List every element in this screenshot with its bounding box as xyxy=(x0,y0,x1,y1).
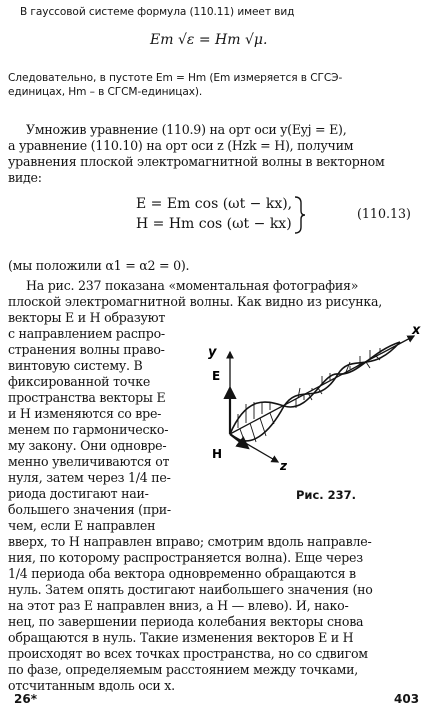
wrap-line: винтовую систему. В xyxy=(8,358,143,373)
para-line: по фазе, определяемым расстоянием между точками, xyxy=(8,662,359,677)
para-line: ния, по которому распространяется волна). Еще через xyxy=(8,550,363,565)
para-line: на этот раз E направлен вниз, а H — влево). И, нако- xyxy=(8,598,349,613)
para-line: а уравнение (110.10) на орт оси z (Hzk = H), получим xyxy=(8,138,354,153)
h-vectors xyxy=(240,356,380,442)
wrap-line: му закону. Они одновре- xyxy=(8,438,167,453)
figure-caption: Рис. 237. xyxy=(296,488,357,502)
wrap-line: странения волны право- xyxy=(8,342,165,357)
para-line: вверх, то H направлен вправо; смотрим вдоль направле- xyxy=(8,534,372,549)
y-axis-label: y xyxy=(208,345,217,360)
para-line: На рис. 237 показана «моментальная фотография» xyxy=(26,278,359,293)
vector-equation-h: H = Hm cos (ωt − kx) xyxy=(136,216,292,232)
h-label: H xyxy=(212,447,223,461)
para-line: нуль. Затем опять достигают наибольшего значения (но xyxy=(8,582,373,597)
para-line: происходят во всех точках пространства, но со сдвигом xyxy=(8,646,368,661)
para-line: плоской электромагнитной волны. Как видно из рисунка, xyxy=(8,294,383,309)
para-line: уравнения плоской электромагнитной волны в векторном xyxy=(8,154,385,169)
page-number: 403 xyxy=(394,692,420,706)
x-axis-label: x xyxy=(412,323,421,338)
wave-figure xyxy=(200,322,424,472)
e-label: E xyxy=(212,369,221,383)
para-line: виде: xyxy=(8,170,42,185)
z-axis-label: z xyxy=(280,459,287,472)
wrap-line: фиксированной точке xyxy=(8,374,151,389)
wrap-line: с направлением распро- xyxy=(8,326,165,341)
wrap-line: чем, если E направлен xyxy=(8,518,156,533)
wrap-line: нуля, затем через 1/4 пе- xyxy=(8,470,171,485)
gauss-formula: Em √ε = Hm √μ. xyxy=(150,32,268,48)
para-line: Умножив уравнение (110.9) на орт оси y(Eyj = E), xyxy=(26,122,347,137)
wrap-line: и H изменяются со вре- xyxy=(8,406,162,421)
para-line: обращаются в нуль. Такие изменения векторов E и H xyxy=(8,630,354,645)
intro-line: В гауссовой системе формула (110.11) имеет вид xyxy=(20,6,295,18)
e-vectors xyxy=(238,348,380,428)
vacuum-line-2: единицах, Hm – в СГСМ-единицах). xyxy=(8,86,203,98)
wrap-line: менно увеличиваются от xyxy=(8,454,170,469)
para-line: (мы положили α1 = α2 = 0). xyxy=(8,258,190,273)
wrap-line: риода достигают наи- xyxy=(8,486,149,501)
footer-signature: 26* xyxy=(14,692,37,706)
brace-icon xyxy=(292,195,308,235)
para-line: отсчитанным вдоль оси x. xyxy=(8,678,175,693)
para-line: 1/4 периода оба вектора одновременно обращаются в xyxy=(8,566,356,581)
equation-number: (110.13) xyxy=(357,206,411,221)
wrap-line: пространства векторы E xyxy=(8,390,166,405)
vacuum-line-1: Следовательно, в пустоте Em = Hm (Em измеряется в СГСЭ- xyxy=(8,72,343,84)
wrap-line: большего значения (при- xyxy=(8,502,171,517)
vector-equation-e: E = Em cos (ωt − kx), xyxy=(136,196,293,212)
para-line: нец, по завершении периода колебания векторы снова xyxy=(8,614,364,629)
wrap-line: векторы E и H образуют xyxy=(8,310,166,325)
wrap-line: менем по гармоническо- xyxy=(8,422,169,437)
